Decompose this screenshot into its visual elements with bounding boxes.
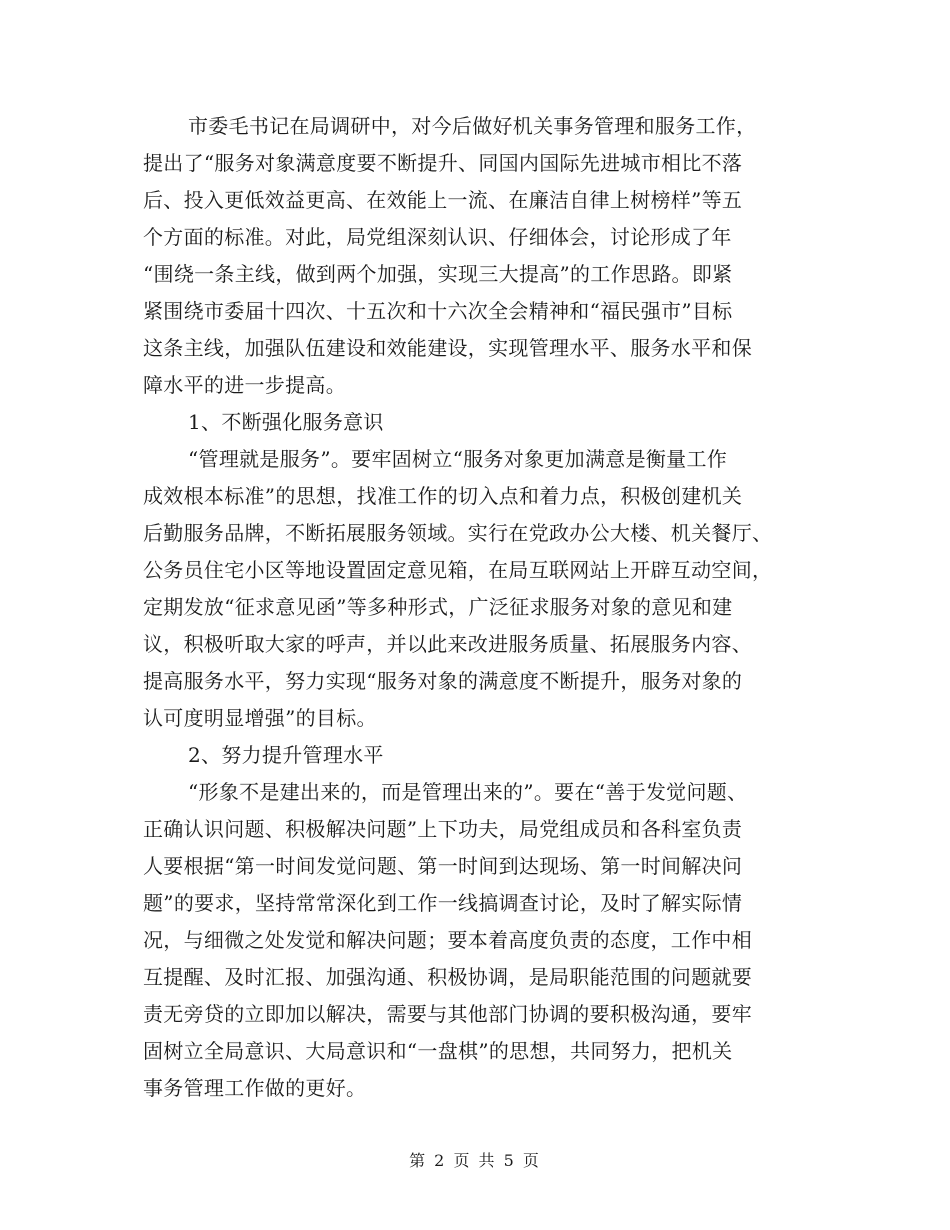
paragraph-line: 固树立全局意识、大局意识和“一盘棋”的思想，共同努力，把机关 [143, 1039, 733, 1063]
paragraph-line: “形象不是建出来的，而是管理出来的”。要在“善于发觉问题、 [188, 780, 748, 804]
paragraph-line: 正确认识问题、积极解决问题”上下功夫，局党组成员和各科室负责 [143, 817, 743, 841]
paragraph-line: 议，积极听取大家的呼声，并以此来改进服务质量、拓展服务内容、 [143, 632, 752, 656]
paragraph-line: 事务管理工作做的更好。 [143, 1076, 367, 1100]
paragraph-line: 责无旁贷的立即加以解决，需要与其他部门协调的要积极沟通，要牢 [143, 1002, 752, 1026]
paragraph-line: 成效根本标准”的思想，找准工作的切入点和着力点，积极创建机关 [143, 484, 743, 508]
paragraph-line: 公务员住宅小区等地设置固定意见箱，在局互联网站上开辟互动空间， [143, 558, 773, 582]
section-heading: 2、努力提升管理水平 [188, 743, 384, 767]
paragraph-line: 紧围绕市委届十四次、十五次和十六次全会精神和“福民强市”目标 [143, 299, 733, 323]
paragraph-line: 定期发放“征求意见函”等多种形式，广泛征求服务对象的意见和建 [143, 595, 733, 619]
paragraph-line: 况，与细微之处发觉和解决问题；要本着高度负责的态度，工作中相 [143, 928, 752, 952]
paragraph-line: 提高服务水平，努力实现“服务对象的满意度不断提升，服务对象的 [143, 669, 743, 693]
paragraph-line: 互提醒、及时汇报、加强沟通、积极协调，是局职能范围的问题就要 [143, 965, 752, 989]
paragraph-line: 题”的要求，坚持常常深化到工作一线搞调查讨论，及时了解实际情 [143, 891, 743, 915]
section-heading: 1、不断强化服务意识 [188, 410, 384, 434]
paragraph-line: 这条主线，加强队伍建设和效能建设，实现管理水平、服务水平和保 [143, 336, 752, 360]
paragraph-line: 市委毛书记在局调研中，对今后做好机关事务管理和服务工作， [188, 114, 757, 138]
paragraph-line: 后、投入更低效益更高、在效能上一流、在廉洁自律上树榜样”等五 [143, 188, 743, 212]
paragraph-line: 后勤服务品牌，不断拓展服务领域。实行在党政办公大楼、机关餐厅、 [143, 521, 773, 545]
paragraph-line: 认可度明显增强”的目标。 [143, 706, 377, 730]
page-number-footer: 第 2 页 共 5 页 [409, 1151, 541, 1170]
document-body [143, 108, 808, 1107]
paragraph-line: 人要根据“第一时间发觉问题、第一时间到达现场、第一时间解决问 [143, 854, 743, 878]
paragraph-line: “围绕一条主线，做到两个加强，实现三大提高”的工作思路。即紧 [143, 262, 733, 286]
paragraph-line: 提出了“服务对象满意度要不断提升、同国内国际先进城市相比不落 [143, 151, 743, 175]
paragraph-line: 障水平的进一步提高。 [143, 373, 346, 397]
paragraph-line: “管理就是服务”。要牢固树立“服务对象更加满意是衡量工作 [188, 447, 728, 471]
paragraph-line: 个方面的标准。对此，局党组深刻认识、仔细体会，讨论形成了年 [143, 225, 732, 249]
